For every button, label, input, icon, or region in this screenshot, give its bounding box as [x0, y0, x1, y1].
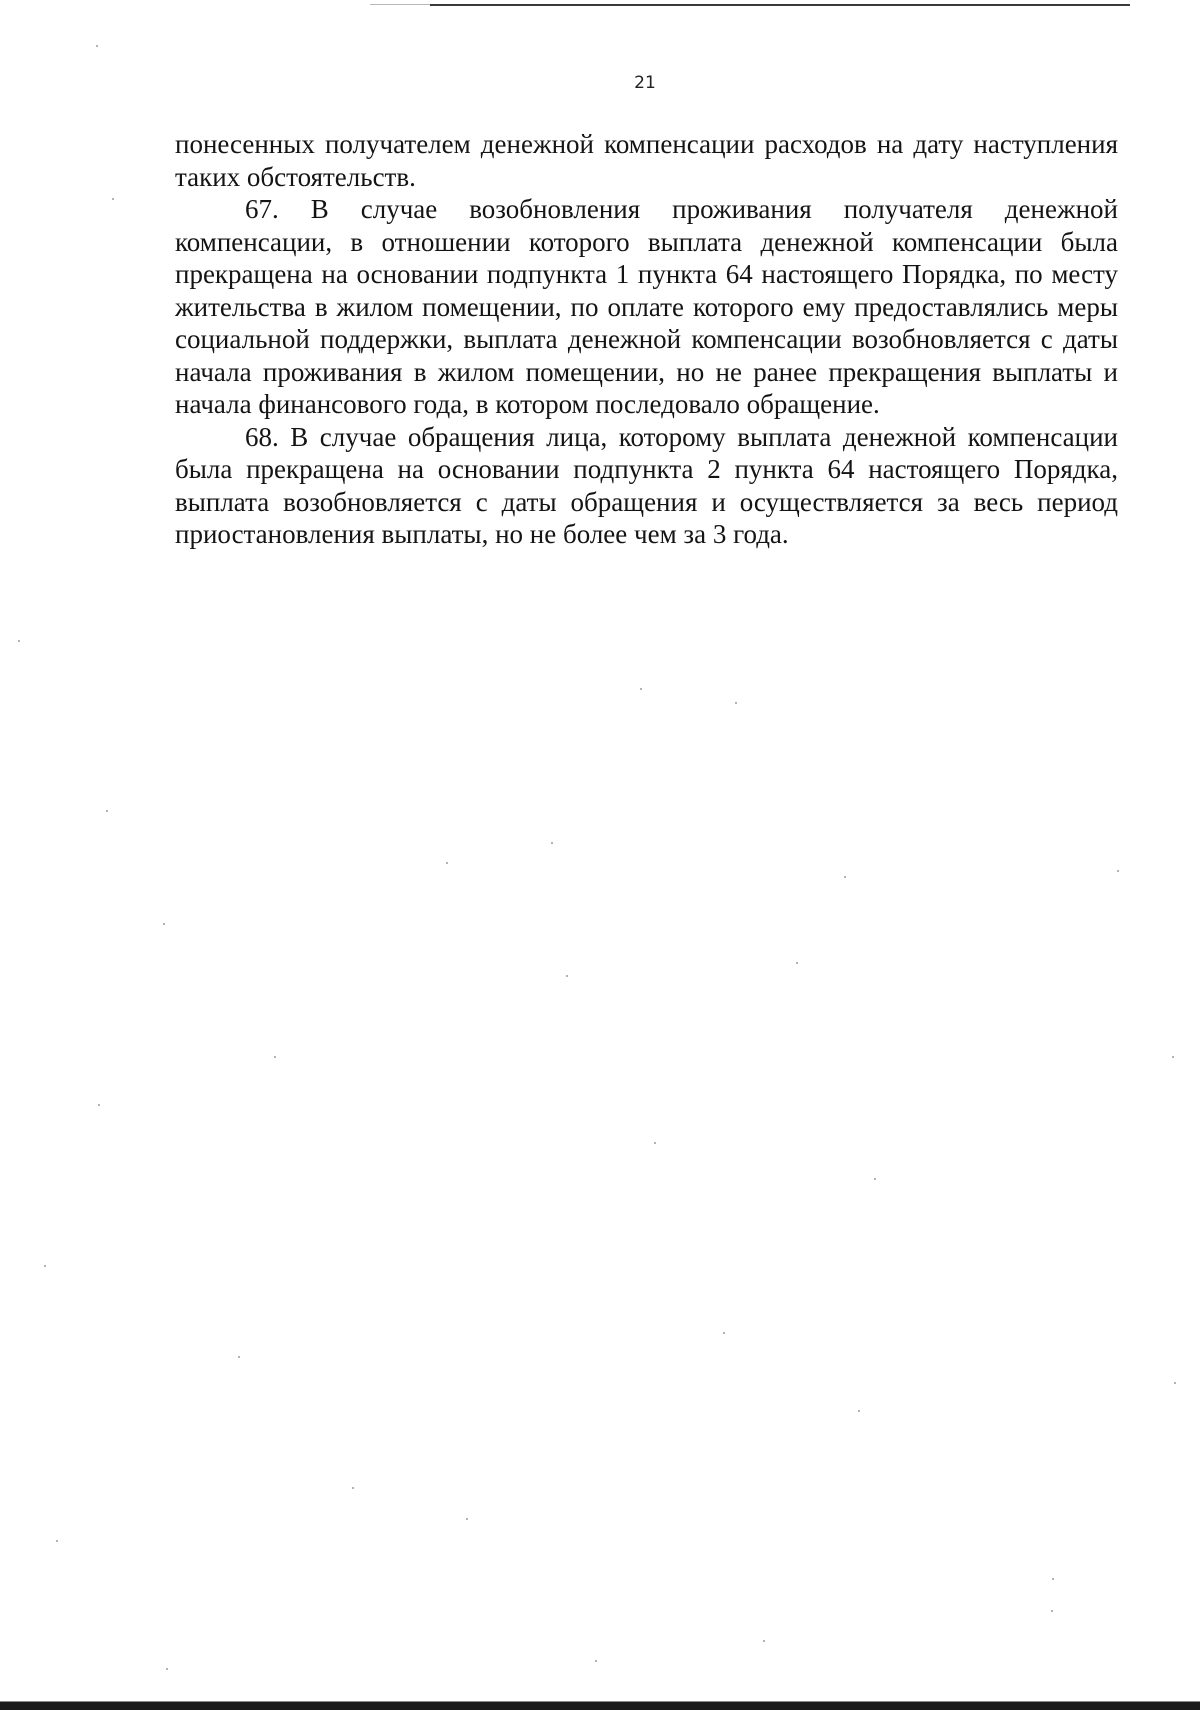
- scan-speck: [844, 876, 846, 878]
- scan-speck: [1172, 1056, 1174, 1058]
- scan-speck: [1174, 1382, 1176, 1384]
- scan-speck: [763, 1640, 765, 1642]
- scan-speck: [874, 1178, 876, 1180]
- scan-edge-top: [430, 4, 1130, 6]
- scan-speck: [1117, 870, 1119, 872]
- scan-speck: [640, 688, 642, 690]
- scan-speck: [654, 1142, 656, 1144]
- scan-speck: [446, 862, 448, 864]
- scan-speck: [98, 1104, 100, 1106]
- paragraph-item-67: 67. В случае возобновления проживания получателя денежной компенсации, в отношении которого выплата денежной компенсации была прекращена на основании подпункта 1 пункта 64 настоящего Порядка, по месту жительства в жилом помещении, по оплате которого ему предоставлялись меры социальной поддержки, выплата денежной компенсации возобновляется с даты начала проживания в жилом помещении, но не ранее прекращения выплаты и начала финансового года, в котором последовало обращение.: [175, 194, 1118, 419]
- document-body: [175, 128, 1118, 551]
- scan-edge-top-faint: [370, 4, 430, 5]
- scan-speck: [18, 640, 20, 642]
- scan-speck: [723, 1332, 725, 1334]
- scan-speck: [112, 198, 114, 200]
- scan-speck: [796, 962, 798, 964]
- scan-speck: [106, 810, 108, 812]
- scan-speck: [735, 702, 737, 704]
- scan-speck: [163, 923, 165, 925]
- scan-speck: [551, 842, 553, 844]
- scan-speck: [1051, 1610, 1053, 1612]
- paragraph-item-68: 68. В случае обращения лица, которому выплата денежной компенсации была прекращена на основании подпункта 2 пункта 64 настоящего Порядка, выплата возобновляется с даты обращения и осуществляется за весь период приостановления выплаты, но не более чем за 3 года.: [175, 421, 1118, 549]
- scan-speck: [274, 1056, 276, 1058]
- page-number: 21: [634, 73, 656, 93]
- scan-speck: [858, 1410, 860, 1412]
- scan-speck: [238, 1356, 240, 1358]
- scan-speck: [595, 1660, 597, 1662]
- scan-speck: [44, 1265, 46, 1267]
- scan-speck: [166, 1668, 168, 1670]
- scan-speck: [466, 1518, 468, 1520]
- scan-speck: [56, 1540, 58, 1542]
- scan-edge-bottom: [0, 1702, 1200, 1710]
- scan-speck: [352, 1487, 354, 1489]
- scan-speck: [566, 975, 568, 977]
- scan-speck: [96, 45, 98, 47]
- scan-speck: [1052, 1578, 1054, 1580]
- paragraph-continuation: понесенных получателем денежной компенсации расходов на дату наступления таких обстоятельств.: [175, 129, 1118, 192]
